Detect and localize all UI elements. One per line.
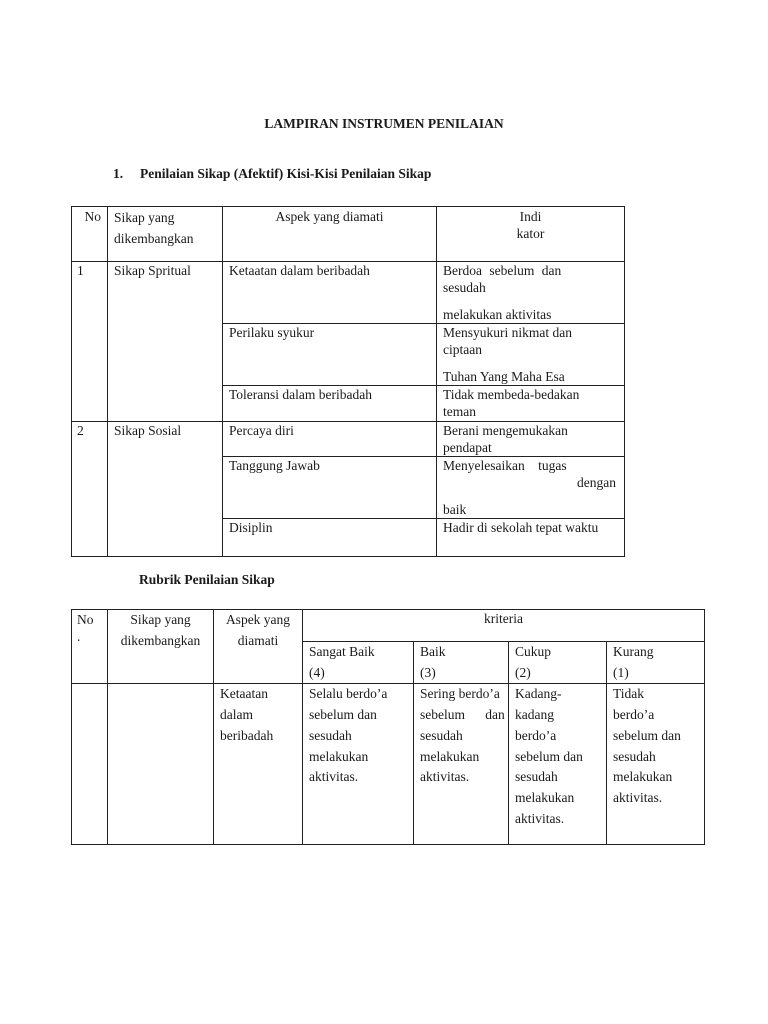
header-indikator-line1: Indi: [519, 209, 542, 224]
header-level-baik: [414, 642, 509, 684]
indikator-line: ciptaan: [443, 342, 482, 357]
indikator-line: Tidak membeda-bedakan: [443, 387, 580, 402]
cell-aspek: Disiplin: [223, 519, 437, 557]
level-label: Sangat Baik: [309, 644, 375, 659]
header-no-line2: .: [77, 628, 81, 644]
indikator-line: Berdoa sebelum dan: [443, 263, 562, 278]
cell-line: berdo’a: [515, 727, 557, 743]
header-sikap: [108, 207, 223, 262]
indikator-line: teman: [443, 404, 476, 419]
cell-line: aktivitas.: [613, 789, 663, 805]
cell-indikator: [437, 324, 625, 386]
level-label: Baik: [420, 644, 446, 659]
cell-line: sebelum dan: [309, 707, 377, 723]
cell-sikap: Sikap Sosial: [108, 422, 223, 557]
cell-no: 1: [72, 262, 108, 422]
cell-line: aktivitas.: [309, 769, 359, 785]
indikator-line: baik: [443, 502, 467, 517]
header-no: No: [72, 207, 108, 262]
header-no: [72, 610, 108, 684]
header-level-sangat-baik: [303, 642, 414, 684]
header-sikap-line1: Sikap yang: [130, 612, 191, 627]
rubrik-table: [71, 609, 705, 845]
cell-no: [72, 684, 108, 845]
header-aspek-line1: Aspek yang: [225, 612, 291, 627]
cell-sikap: [108, 684, 214, 845]
indikator-line: Berani mengemukakan: [443, 423, 568, 438]
table-header-row: [72, 610, 705, 642]
table-header-row: [72, 207, 625, 262]
indikator-line: Menyelesaikan tugas: [443, 458, 567, 473]
cell-line: sebelum dan: [420, 707, 505, 723]
cell-line: sesudah: [309, 727, 352, 743]
cell-line: sesudah: [515, 769, 558, 785]
cell-aspek: Toleransi dalam beribadah: [223, 386, 437, 422]
indikator-line: Tuhan Yang Maha Esa: [443, 369, 565, 384]
cell-line: Sering berdo’a: [420, 686, 500, 702]
cell-sangat-baik: [303, 684, 414, 845]
header-indikator: [437, 207, 625, 262]
cell-aspek: [214, 684, 303, 845]
header-aspek: Aspek yang diamati: [223, 207, 437, 262]
section-heading-text: Penilaian Sikap (Afektif) Kisi-Kisi Penilaian Sikap: [140, 166, 432, 181]
level-score: (1): [613, 664, 629, 680]
level-score: (4): [309, 664, 325, 680]
table-row: [72, 422, 625, 457]
header-level-kurang: [607, 642, 705, 684]
cell-line: melakukan: [420, 748, 480, 764]
header-kriteria: kriteria: [303, 610, 705, 642]
kisi-kisi-table: [71, 206, 625, 557]
cell-no: 2: [72, 422, 108, 557]
level-score: (2): [515, 664, 531, 680]
table-row: [72, 684, 705, 845]
header-sikap-line2: dikembangkan: [114, 230, 194, 246]
indikator-line: Mensyukuri nikmat dan: [443, 325, 572, 340]
header-sikap: [108, 610, 214, 684]
level-label: Cukup: [515, 644, 552, 659]
header-level-cukup: [509, 642, 607, 684]
indikator-line: melakukan aktivitas: [443, 307, 552, 322]
cell-line: melakukan: [309, 748, 369, 764]
cell-line: melakukan: [515, 789, 575, 805]
section-number: 1.: [113, 166, 124, 181]
header-aspek: [214, 610, 303, 684]
cell-line: aktivitas.: [515, 810, 565, 826]
cell-indikator: [437, 422, 625, 457]
cell-line: Selalu berdo’a: [309, 686, 388, 702]
cell-line: Tidak: [613, 686, 645, 702]
table-row: [72, 262, 625, 324]
cell-line: sesudah: [613, 748, 656, 764]
cell-indikator: [437, 262, 625, 324]
cell-line: aktivitas.: [420, 769, 470, 785]
cell-line: sebelum dan: [613, 727, 681, 743]
cell-line: Kadang-: [515, 686, 562, 702]
cell-aspek: Tanggung Jawab: [223, 457, 437, 519]
cell-line: kadang: [515, 707, 554, 723]
header-sikap-line1: Sikap yang: [114, 210, 175, 225]
cell-cukup: [509, 684, 607, 845]
level-label: Kurang: [613, 644, 654, 659]
document-title: LAMPIRAN INSTRUMEN PENILAIAN: [264, 116, 504, 131]
cell-line: melakukan: [613, 769, 673, 785]
header-no-line1: No: [77, 612, 94, 627]
cell-aspek: Perilaku syukur: [223, 324, 437, 386]
indikator-line: pendapat: [443, 440, 492, 455]
header-sikap-line2: dikembangkan: [120, 632, 201, 648]
header-aspek-line2: diamati: [237, 632, 279, 648]
section-heading: [113, 166, 431, 182]
cell-kurang: [607, 684, 705, 845]
indikator-line: sesudah: [443, 280, 486, 295]
cell-indikator: Hadir di sekolah tepat waktu: [437, 519, 625, 557]
cell-baik: [414, 684, 509, 845]
cell-indikator: [437, 386, 625, 422]
level-score: (3): [420, 664, 436, 680]
cell-line: sesudah: [420, 727, 463, 743]
header-indikator-line2: kator: [516, 226, 545, 241]
cell-sikap: Sikap Spritual: [108, 262, 223, 422]
rubrik-heading: Rubrik Penilaian Sikap: [139, 572, 275, 587]
cell-line: Ketaatan: [220, 686, 268, 702]
cell-line: dalam: [220, 707, 253, 723]
cell-line: beribadah: [220, 727, 274, 743]
indikator-line: dengan: [577, 475, 616, 490]
cell-line: sebelum dan: [515, 748, 583, 764]
cell-aspek: Ketaatan dalam beribadah: [223, 262, 437, 324]
cell-aspek: Percaya diri: [223, 422, 437, 457]
cell-line: berdo’a: [613, 707, 655, 723]
cell-indikator: [437, 457, 625, 519]
